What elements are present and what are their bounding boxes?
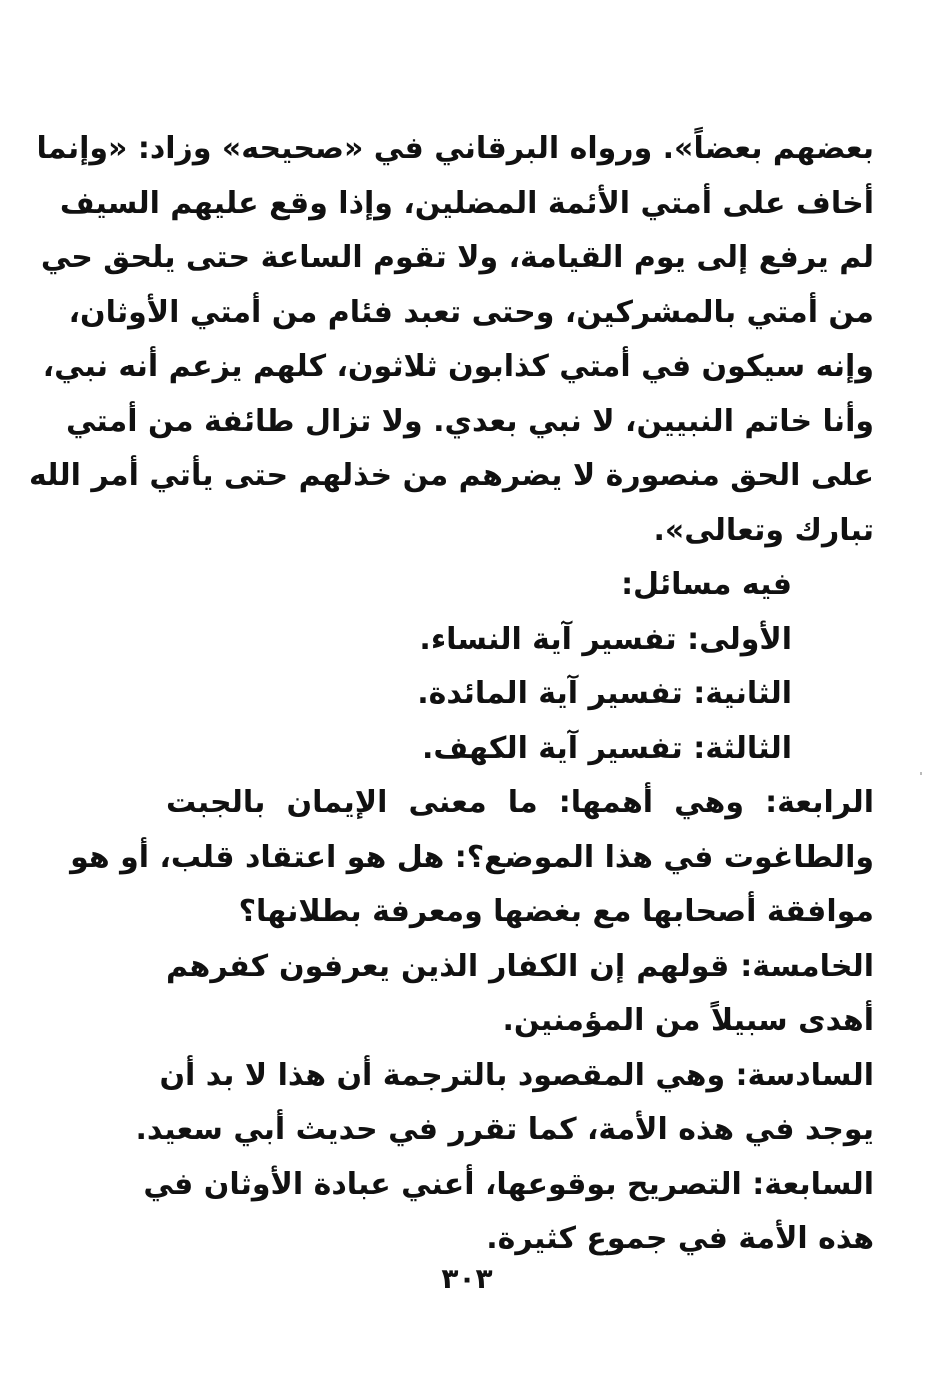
text-line: من أمتي بالمشركين، وحتى تعبد فئام من أمتي الأوثان، xyxy=(68,294,874,330)
issue-item-seventh: السابعة: التصريح بوقوعها، أعني عبادة الأوثان في xyxy=(143,1166,874,1202)
issue-item-fourth: الرابعة: وهي أهمها: ما معنى الإيمان بالجبت xyxy=(166,785,874,820)
issue-item-sixth: السادسة: وهي المقصود بالترجمة أن هذا لا بد أن xyxy=(159,1057,874,1093)
text-line: أهدى سبيلاً من المؤمنين. xyxy=(502,1003,874,1038)
text-line: موافقة أصحابها مع بغضها ومعرفة بطلانها؟ xyxy=(238,894,874,929)
text-line: هذه الأمة في جموع كثيرة. xyxy=(486,1221,874,1256)
text-line: أخاف على أمتي الأئمة المضلين، وإذا وقع عليهم السيف xyxy=(59,185,874,221)
issue-item-first: الأولى: تفسير آية النساء. xyxy=(419,621,792,657)
text-line: تبارك وتعالى». xyxy=(653,512,874,548)
text-line: على الحق منصورة لا يضرهم من خذلهم حتى يأتي أمر الله xyxy=(28,458,874,493)
page-number: ٣٠٣ xyxy=(441,1262,493,1295)
scan-speck xyxy=(920,772,922,775)
issue-item-third: الثالثة: تفسير آية الكهف. xyxy=(421,730,792,766)
text-line: والطاغوت في هذا الموضع؟: هل هو اعتقاد قلب، أو هو xyxy=(70,839,874,875)
issue-item-second: الثانية: تفسير آية المائدة. xyxy=(417,676,792,711)
text-line: وإنه سيكون في أمتي كذابون ثلاثون، كلهم يزعم أنه نبي، xyxy=(42,349,874,384)
issue-item-fifth: الخامسة: قولهم إن الكفار الذين يعرفون كفرهم xyxy=(166,948,874,984)
text-line: وأنا خاتم النبيين، لا نبي بعدي. ولا تزال طائفة من أمتي xyxy=(66,403,874,439)
text-line: بعضهم بعضاً». ورواه البرقاني في «صحيحه» وزاد: «وإنما xyxy=(36,131,874,166)
section-heading: فيه مسائل: xyxy=(621,567,792,602)
text-line: لم يرفع إلى يوم القيامة، ولا تقوم الساعة حتى يلحق حي xyxy=(40,240,874,275)
text-line: يوجد في هذه الأمة، كما تقرر في حديث أبي سعيد. xyxy=(135,1112,874,1147)
body-text xyxy=(28,122,874,1267)
